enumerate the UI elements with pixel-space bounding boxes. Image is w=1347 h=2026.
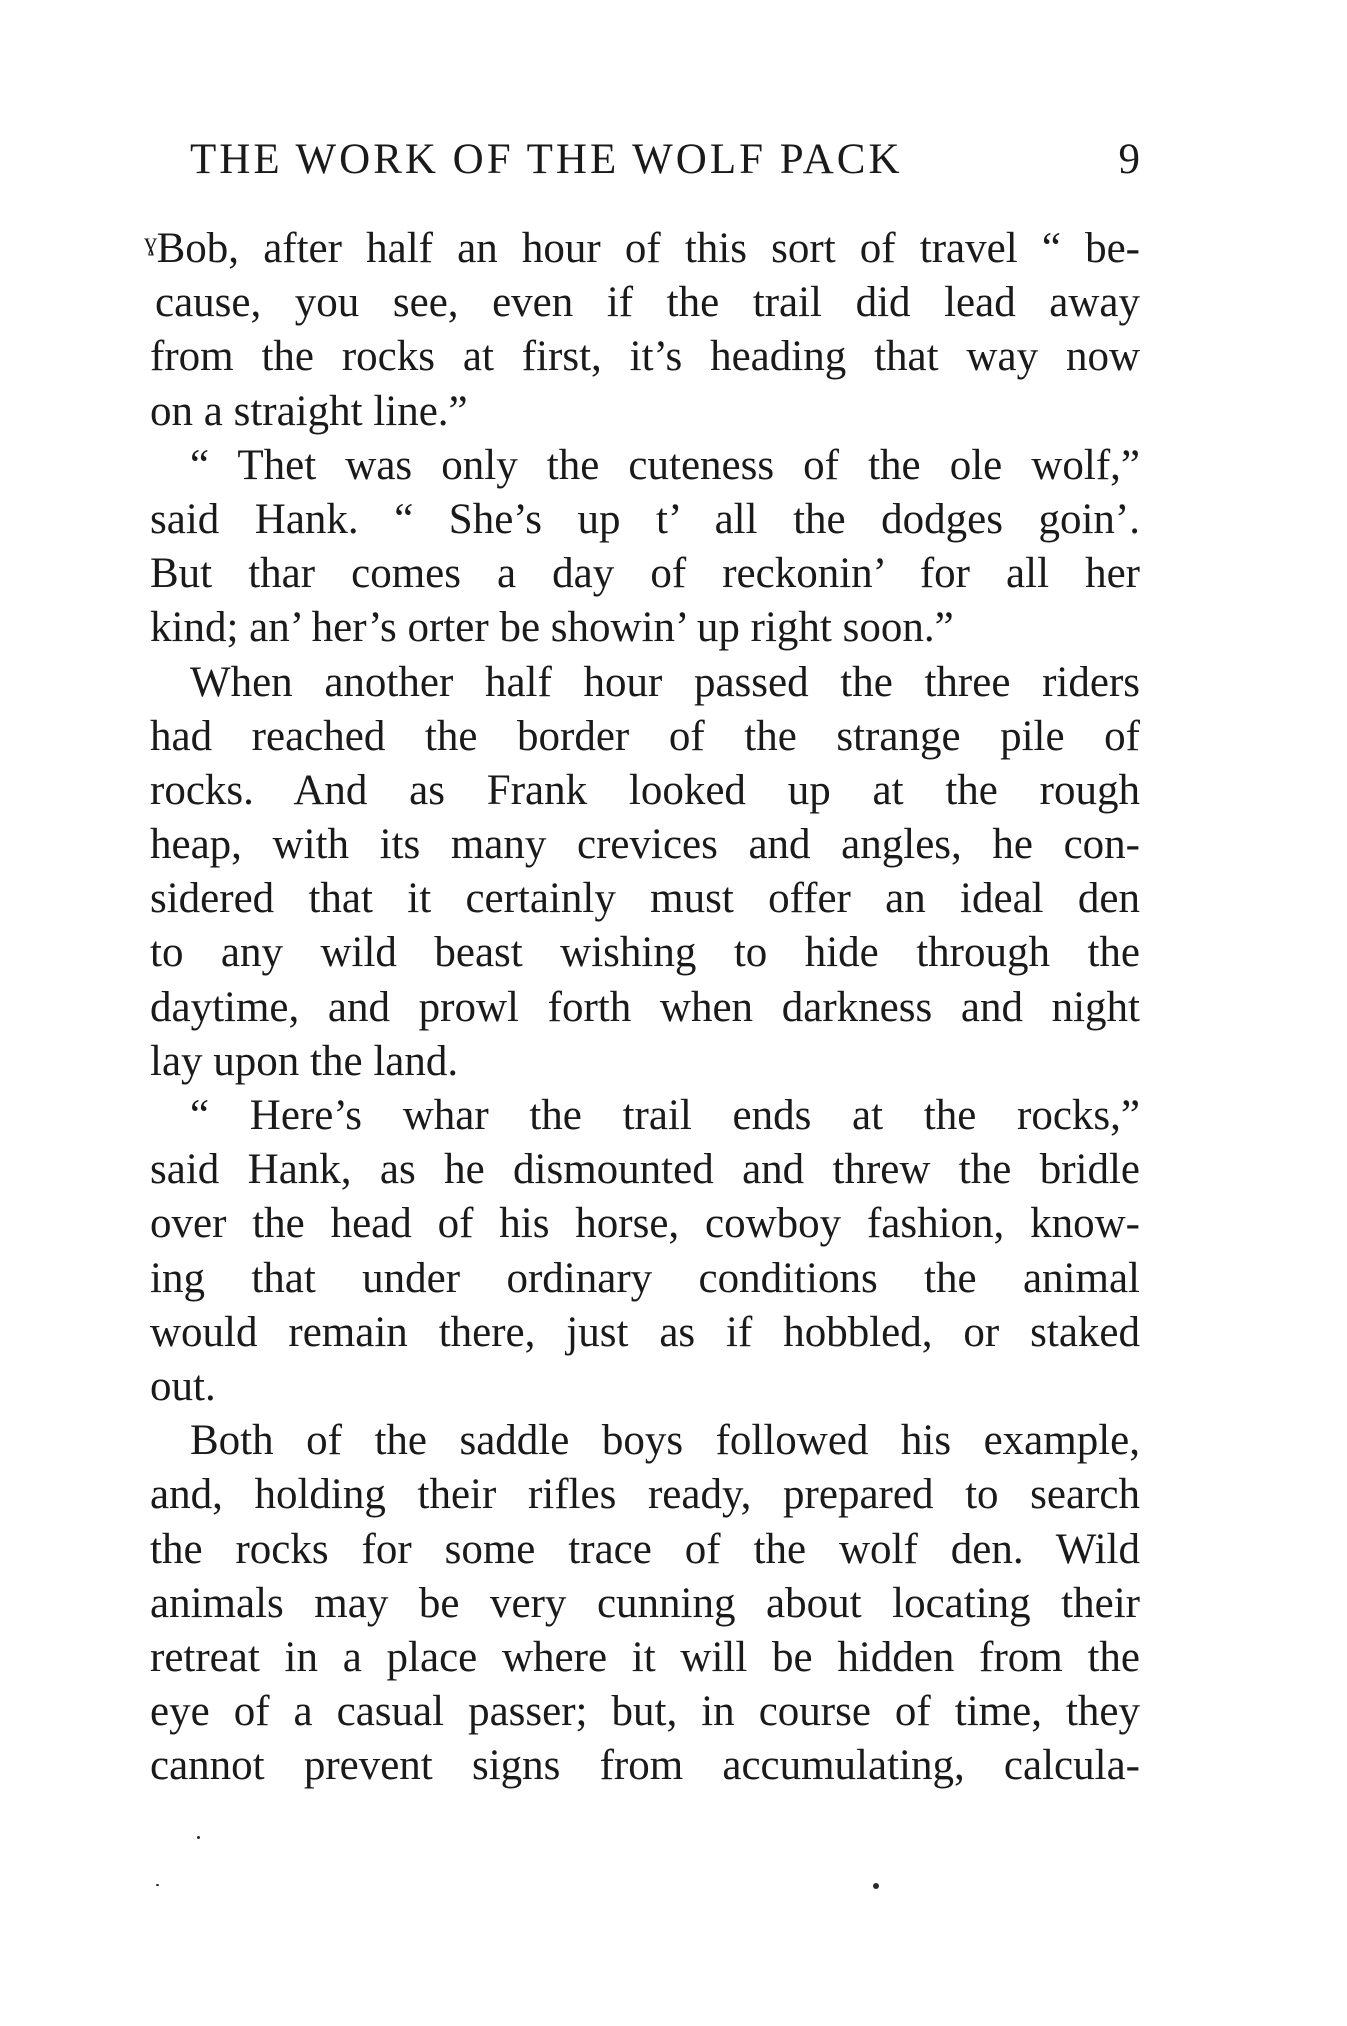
text-line: cause, you see, even if the trail did lead away: [155, 279, 1140, 327]
text-line: But thar comes a day of reckonin’ for all her: [150, 550, 1140, 598]
body-text: [144, 222, 1140, 1793]
text-line: heap, with its many crevices and angles, he con-: [150, 821, 1140, 869]
text-line: retreat in a place where it will be hidden from the: [150, 1633, 1140, 1681]
text-line: cannot prevent signs from accumulating, calcula-: [150, 1742, 1140, 1790]
text-line: “ Here’s whar the trail ends at the rocks,”: [190, 1092, 1140, 1139]
text-line: said Hank, as he dismounted and threw the bridle: [150, 1146, 1140, 1194]
ink-speck: [197, 1836, 200, 1839]
page-number: 9: [1118, 136, 1140, 183]
text-line: When another half hour passed the three riders: [190, 658, 1140, 706]
ink-speck: [156, 1884, 159, 1886]
text-line: daytime, and prowl forth when darkness and night: [150, 983, 1140, 1031]
text-line: to any wild beast wishing to hide through the: [150, 929, 1140, 977]
text-line: animals may be very cunning about locating their: [150, 1579, 1140, 1627]
text-line: over the head of his horse, cowboy fashion, know-: [150, 1200, 1140, 1248]
text-line: ˠBob, after half an hour of this sort of travel “ be-: [144, 225, 1140, 272]
text-line: had reached the border of the strange pile of: [150, 712, 1140, 760]
text-line: on a straight line.”: [150, 387, 468, 435]
text-line: Both of the saddle boys followed his example,: [190, 1417, 1140, 1465]
running-title: THE WORK OF THE WOLF PACK: [190, 136, 903, 183]
text-line: rocks. And as Frank looked up at the rough: [150, 766, 1140, 814]
text-line: ing that under ordinary conditions the animal: [150, 1254, 1140, 1302]
text-line: said Hank. “ She’s up t’ all the dodges goin’.: [150, 495, 1140, 543]
running-head: [150, 130, 1140, 190]
text-line: the rocks for some trace of the wolf den. Wild: [150, 1525, 1140, 1573]
text-line: and, holding their rifles ready, prepared to search: [150, 1471, 1140, 1519]
text-line: would remain there, just as if hobbled, or staked: [150, 1308, 1140, 1356]
text-line: kind; an’ her’s orter be showin’ up right soon.”: [150, 604, 954, 652]
text-line: from the rocks at first, it’s heading that way now: [150, 333, 1140, 381]
ink-speck: [873, 1883, 879, 1889]
text-line: sidered that it certainly must offer an ideal den: [150, 875, 1140, 923]
text-line: out.: [150, 1362, 216, 1410]
text-line: lay upon the land.: [150, 1037, 459, 1085]
text-line: “ Thet was only the cuteness of the ole wolf,”: [190, 441, 1140, 489]
text-line: eye of a casual passer; but, in course of time, they: [150, 1688, 1140, 1736]
